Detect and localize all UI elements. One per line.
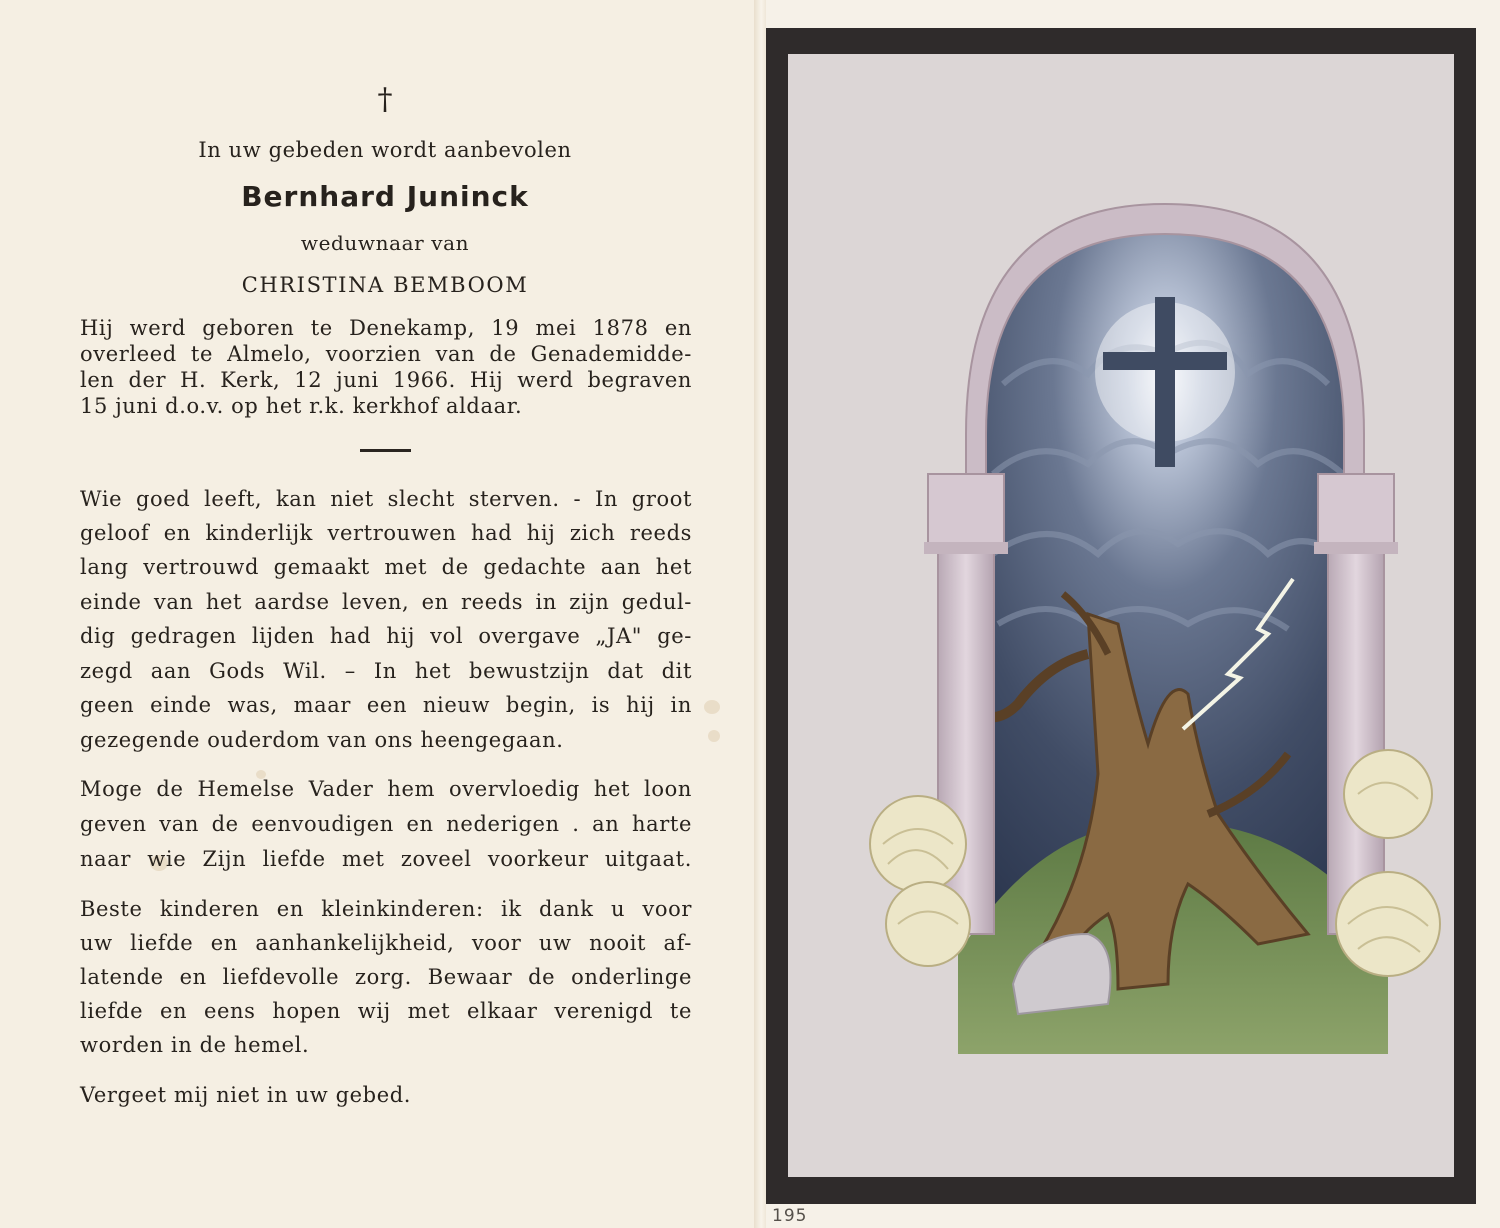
bio-line: Hij werd geboren te Denekamp, 19 mei 1878 en <box>80 316 692 340</box>
illustration-panel <box>788 54 1454 1177</box>
paragraph-line: Beste kinderen en kleinkinderen: ik dank u voor <box>80 897 692 921</box>
paragraph-line: liefde en eens hopen wij met elkaar verenigd te <box>80 999 692 1023</box>
mourning-border <box>766 28 1476 1204</box>
paragraph-line: geven van de eenvoudigen en nederigen . an harte <box>80 812 692 836</box>
paragraph-line: gezegende ouderdom van ons heengegaan. <box>80 728 564 752</box>
paper-stain <box>708 730 720 742</box>
storm-cross-illustration <box>788 54 1454 1177</box>
bio-line: len der H. Kerk, 12 juni 1966. Hij werd begraven <box>80 368 692 392</box>
paragraph-line: dig gedragen lijden had hij vol overgave „JA" ge- <box>80 624 692 648</box>
paragraph-line: einde van het aardse leven, en reeds in zijn gedul- <box>80 590 692 614</box>
divider <box>360 449 411 452</box>
paragraph-line: naar wie Zijn liefde met zoveel voorkeur uitgaat. <box>80 847 692 871</box>
paragraph-line: Moge de Hemelse Vader hem overvloedig het loon <box>80 777 692 801</box>
bio-line: overleed te Almelo, voorzien van de Genademidde- <box>80 342 692 366</box>
deceased-name: Bernhard Juninck <box>241 180 529 213</box>
paragraph-line: worden in de hemel. <box>80 1033 310 1057</box>
paragraph-line: zegd aan Gods Wil. – In het bewustzijn dat dit <box>80 659 692 683</box>
intro-text: In uw gebeden wordt aanbevolen <box>198 138 572 162</box>
page-fold <box>754 0 766 1228</box>
cross-icon: † <box>377 82 393 117</box>
cross-icon <box>1155 297 1175 467</box>
spouse-name: CHRISTINA BEMBOOM <box>241 273 529 297</box>
paragraph-line: geen einde was, maar een nieuw begin, is hij in <box>80 693 692 717</box>
paragraph-line: geloof en kinderlijk vertrouwen had hij zich reeds <box>80 521 692 545</box>
relation-text: weduwnaar van <box>300 231 470 255</box>
bio-line: 15 juni d.o.v. op het r.k. kerkhof aldaar. <box>80 394 523 418</box>
paragraph-line: uw liefde en aanhankelijkheid, voor uw nooit af- <box>80 931 692 955</box>
paper-stain <box>704 700 720 714</box>
paragraph-line: Wie goed leeft, kan niet slecht sterven. - In groot <box>80 487 692 511</box>
paragraph-line: lang vertrouwd gemaakt met de gedachte aan het <box>80 555 692 579</box>
paragraph-line: latende en liefdevolle zorg. Bewaar de onderlinge <box>80 965 692 989</box>
print-number: 195 <box>772 1206 808 1226</box>
closing-line: Vergeet mij niet in uw gebed. <box>80 1083 412 1107</box>
